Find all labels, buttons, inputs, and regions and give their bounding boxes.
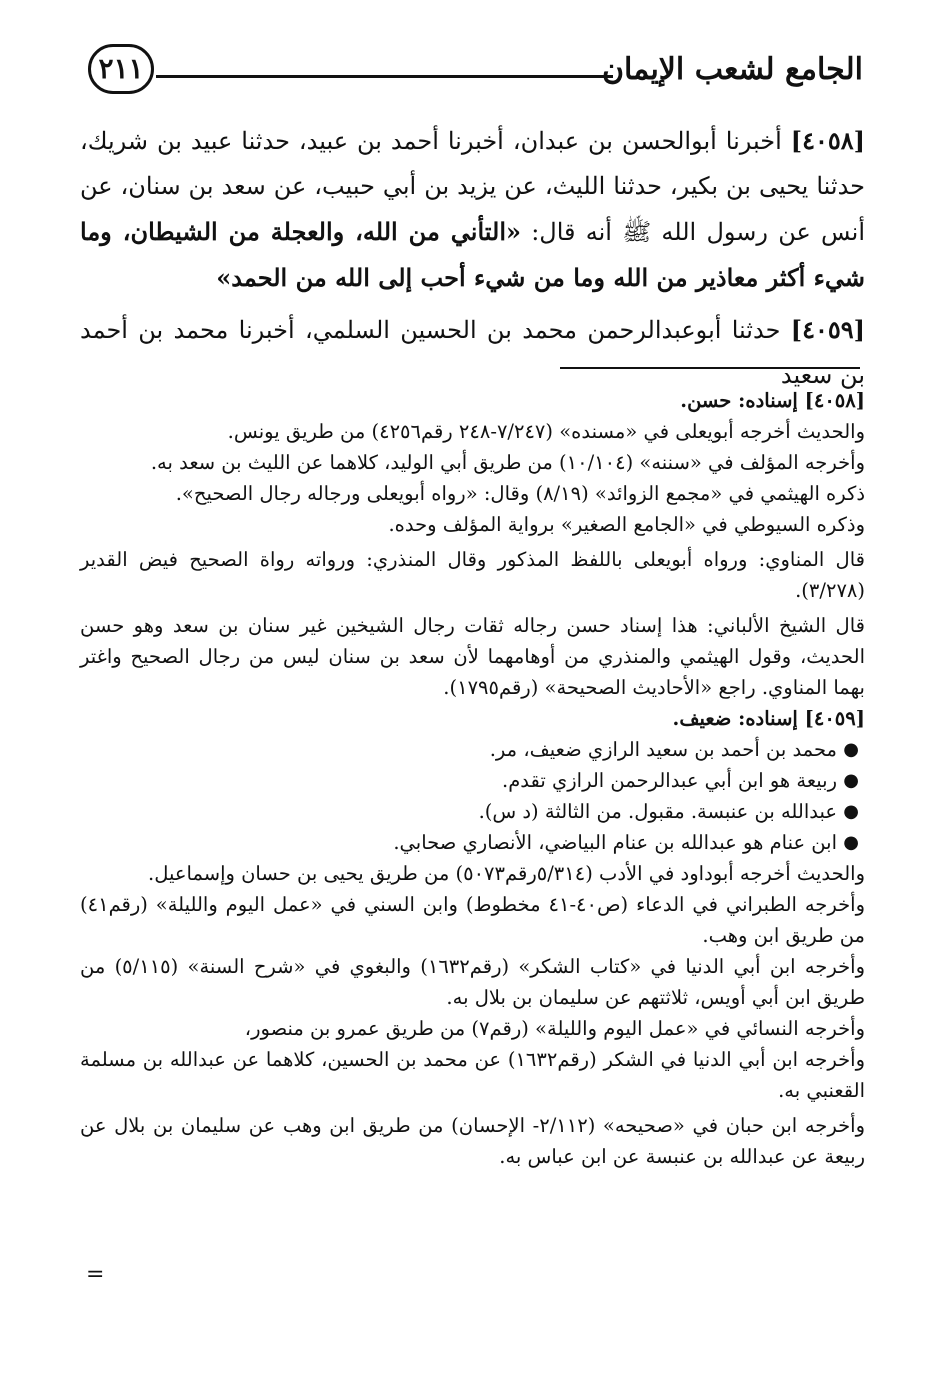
footnote-number: [٤٠٥٩]: [804, 707, 865, 730]
footnote-line: قال المناوي: ورواه أبويعلى باللفظ المذكور وقال المنذري: ورواته رواة الصحيح فيض القدير (٣/٢٧٨).: [80, 548, 865, 602]
hadith-isnad: أخبرنا أبوالحسن بن عبدان، أخبرنا أحمد بن عبيد، حدثنا عبيد بن شريك، حدثنا يحيى بن بكير، حدثنا الليث، عن يزيد بن أبي حبيب، عن سعد بن سنان، عن أنس عن رسول الله ﷺ أنه قال:: [80, 127, 865, 246]
list-item: [80, 796, 859, 827]
page-number: ٢١١: [88, 44, 154, 94]
footnote-number: [٤٠٥٨]: [804, 389, 865, 412]
list-item-text: محمد بن أحمد بن سعيد الرازي ضعيف، مر.: [489, 738, 837, 761]
footnote-line: وذكره السيوطي في «الجامع الصغير» برواية المؤلف وحده.: [388, 513, 865, 536]
footnote-heading-4058: [80, 385, 865, 416]
footnote-line: وأخرجه المؤلف في «سننه» (١٠/١٠٤) من طريق أبي الوليد، كلاهما عن الليث بن سعد به.: [150, 451, 865, 474]
list-item: [80, 734, 859, 765]
hadith-number: [٤٠٥٩]: [790, 315, 865, 344]
bullet-icon: ●: [843, 801, 859, 822]
footnotes: [80, 385, 865, 1172]
book-title: الجامع لشعب الإيمان: [601, 52, 863, 87]
main-text: [80, 118, 865, 398]
footnote-heading-4059: [80, 703, 865, 734]
footnote-line: وأخرجه ابن أبي الدنيا في الشكر (رقم١٦٣٢) عن محمد بن الحسين، كلاهما عن عبدالله بن مسلمة القعنبي به.: [80, 1048, 865, 1102]
bullet-icon: ●: [843, 832, 859, 853]
list-item-text: عبدالله بن عنبسة. مقبول. من الثالثة (د س).: [478, 800, 837, 823]
footnote-line: وأخرجه ابن حبان في «صحيحه» (٢/١١٢- الإحسان) من طريق ابن وهب عن سليمان بن بلال عن ربيعة عن عبدالله بن عنبسة عن ابن عباس به.: [80, 1114, 865, 1168]
footnote-line: وأخرجه ابن أبي الدنيا في «كتاب الشكر» (رقم١٦٣٢) والبغوي في «شرح السنة» (٥/١١٥) من طريق ابن أبي أويس، ثلاثتهم عن سليمان بن بلال به.: [80, 955, 865, 1009]
footnote-line: والحديث أخرجه أبوداود في الأدب (٥/٣١٤رقم٥٠٧٣) من طريق يحيى بن حسان وإسماعيل.: [148, 862, 865, 885]
hadith-4058: [80, 118, 865, 301]
hadith-matn: «التأني من الله، والعجلة من الشيطان، وما شيء أكثر معاذير من الله وما من شيء أحب إلى الله من الحمد»: [80, 217, 865, 292]
continuation-mark: =: [86, 1262, 105, 1287]
list-item-text: ابن عنام هو عبدالله بن عنام البياضي، الأنصاري صحابي.: [393, 831, 837, 854]
footnote-line: قال الشيخ الألباني: هذا إسناد حسن رجاله ثقات رجال الشيخين غير سنان بن سعد وهو حسن الحديث، وقول الهيثمي والمنذري من أوهامهما لأن سعد بن سنان ليس من رجال الصحيح واغتر بهما المناوي. راجع «الأحاديث الصحيحة» (رقم١٧٩٥).: [80, 614, 865, 699]
hadith-number: [٤٠٥٨]: [790, 126, 865, 155]
footnote-separator: [560, 367, 860, 369]
footnote-line: وأخرجه الطبراني في الدعاء (ص٤٠-٤١ مخطوط) وابن السني في «عمل اليوم والليلة» (رقم٤١) من طريق ابن وهب.: [80, 893, 865, 947]
narrator-list: [80, 734, 865, 858]
footnote-grading: إسناده: حسن.: [680, 389, 805, 412]
footnote-line: والحديث أخرجه أبويعلى في «مسنده» (٧/٢٤٧-٢٤٨ رقم٤٢٥٦) من طريق يونس.: [227, 420, 865, 443]
bullet-icon: ●: [843, 770, 859, 791]
list-item: [80, 765, 859, 796]
footnote-grading: إسناده: ضعيف.: [672, 707, 805, 730]
footnote-line: ذكره الهيثمي في «مجمع الزوائد» (٨/١٩) وقال: «رواه أبويعلى ورجاله رجال الصحيح».: [175, 482, 865, 505]
header-rule: [156, 75, 613, 78]
list-item-text: ربيعة هو ابن أبي عبدالرحمن الرازي تقدم.: [502, 769, 837, 792]
list-item: [80, 827, 859, 858]
hadith-isnad: حدثنا أبوعبدالرحمن محمد بن الحسين السلمي، أخبرنا محمد بن أحمد بن سعيد: [80, 316, 865, 389]
bullet-icon: ●: [843, 739, 859, 760]
footnote-line: وأخرجه النسائي في «عمل اليوم والليلة» (رقم٧) من طريق عمرو بن منصور،: [244, 1017, 865, 1040]
page-header: [88, 44, 863, 104]
